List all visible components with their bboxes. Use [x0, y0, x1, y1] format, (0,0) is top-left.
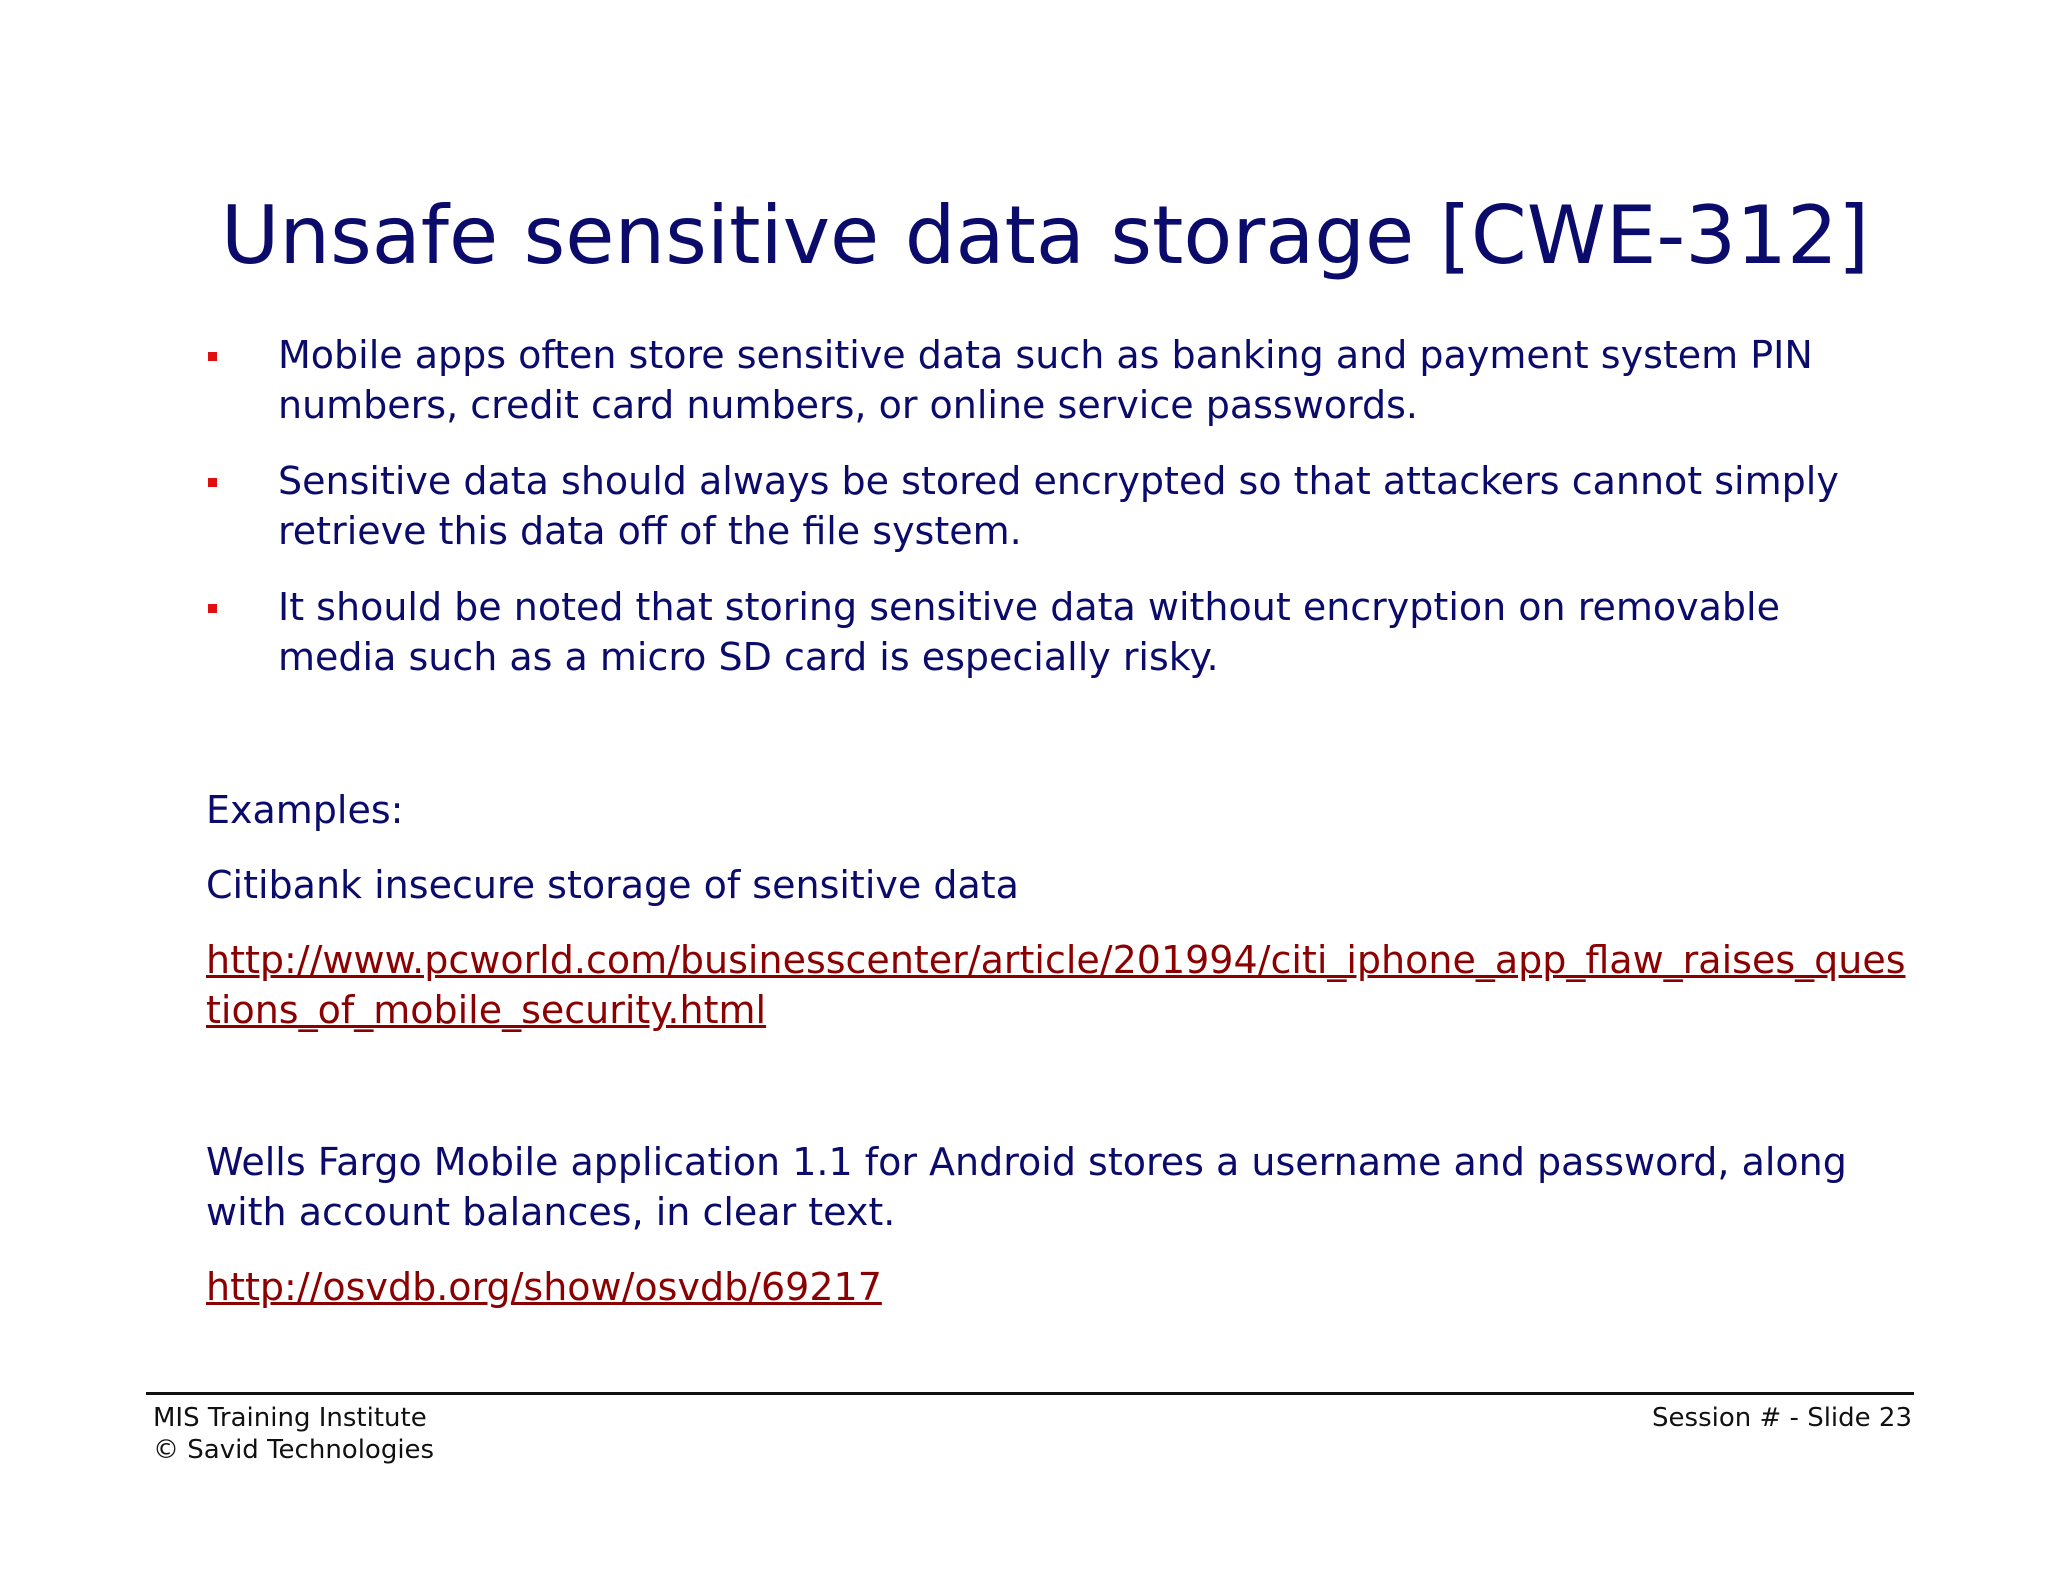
footer-divider — [146, 1392, 1914, 1395]
examples-label: Examples: — [206, 788, 404, 832]
bullet-text: It should be noted that storing sensitive data without encryption on removable media such as a micro SD card is especially risky. — [278, 585, 1780, 679]
footer-copyright: © Savid Technologies — [153, 1435, 435, 1465]
square-bullet-icon — [208, 352, 217, 361]
square-bullet-icon — [208, 478, 217, 487]
example-wellsfargo-text: Wells Fargo Mobile application 1.1 for Android stores a username and password, along with account balances, in clear text. — [206, 1140, 1847, 1234]
example-wellsfargo-link[interactable]: http://osvdb.org/show/osvdb/69217 — [206, 1265, 882, 1309]
bullet-text: Sensitive data should always be stored encrypted so that attackers cannot simply retrieve this data off of the file system. — [278, 459, 1839, 553]
bullet-list — [206, 330, 1886, 708]
bullet-item — [206, 582, 1886, 682]
footer-institute: MIS Training Institute — [153, 1403, 427, 1433]
bullet-text: Mobile apps often store sensitive data such as banking and payment system PIN numbers, credit card numbers, or online service passwords. — [278, 333, 1813, 427]
example-citibank-title: Citibank insecure storage of sensitive data — [206, 863, 1019, 907]
slide-title: Unsafe sensitive data storage [CWE-312] — [220, 189, 1870, 282]
footer-organization — [153, 1402, 434, 1466]
bullet-item — [206, 456, 1886, 556]
example-citibank-link[interactable]: http://www.pcworld.com/businesscenter/article/201994/citi_iphone_app_flaw_raises_questions_of_mobile_security.html — [206, 938, 1906, 1032]
square-bullet-icon — [208, 604, 217, 613]
bullet-item — [206, 330, 1886, 430]
footer-slide-number: Session # - Slide 23 — [1652, 1403, 1912, 1433]
